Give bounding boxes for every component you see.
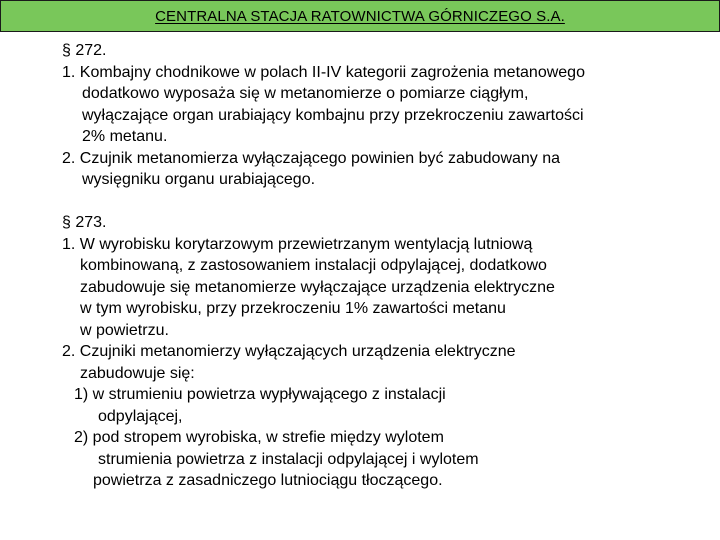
paragraph-line: 2. Czujniki metanomierzy wyłączających urządzenia elektryczne — [62, 343, 516, 360]
header-bar — [0, 0, 720, 32]
section-heading: § 273. — [62, 214, 107, 231]
paragraph-line: w tym wyrobisku, przy przekroczeniu 1% zawartości metanu — [80, 300, 506, 317]
header-title: CENTRALNA STACJA RATOWNICTWA GÓRNICZEGO S.A. — [155, 7, 565, 25]
paragraph-line: 1. W wyrobisku korytarzowym przewietrzanym wentylacją lutniową — [62, 235, 533, 253]
list-item: 2) pod stropem wyrobiska, w strefie między wylotem — [74, 429, 444, 446]
paragraph-line: kombinowaną, z zastosowaniem instalacji odpylającej, dodatkowo — [80, 257, 547, 274]
paragraph-line: w powietrzu. — [80, 321, 169, 339]
paragraph-line: wysięgniku organu urabiającego. — [82, 171, 316, 188]
paragraph-line: 1. Kombajny chodnikowe w polach II-IV kategorii zagrożenia metanowego — [62, 63, 585, 81]
paragraph-line: dodatkowo wyposaża się w metanomierze o pomiarze ciągłym, — [82, 85, 529, 102]
section-273 — [62, 212, 712, 492]
paragraph-line: 2. Czujnik metanomierza wyłączającego powinien być zabudowany na — [62, 149, 561, 167]
paragraph-line: 2% metanu. — [82, 128, 168, 145]
paragraph-line: zabudowuje się metanomierze wyłączające urządzenia elektryczne — [80, 278, 555, 296]
list-item-continuation: powietrza z zasadniczego lutniociągu tłoczącego. — [93, 472, 443, 489]
spacer — [62, 191, 712, 213]
list-item: 1) w strumieniu powietrza wypływającego z instalacji — [74, 386, 446, 403]
section-272 — [62, 40, 712, 191]
section-heading: § 272. — [62, 42, 107, 59]
list-item-continuation: strumienia powietrza z instalacji odpylającej i wylotem — [98, 450, 479, 468]
document-body — [62, 40, 712, 492]
list-item-continuation: odpylającej, — [98, 407, 183, 425]
paragraph-line: zabudowuje się: — [80, 364, 195, 382]
paragraph-line: wyłączające organ urabiający kombajnu przy przekroczeniu zawartości — [82, 106, 584, 124]
